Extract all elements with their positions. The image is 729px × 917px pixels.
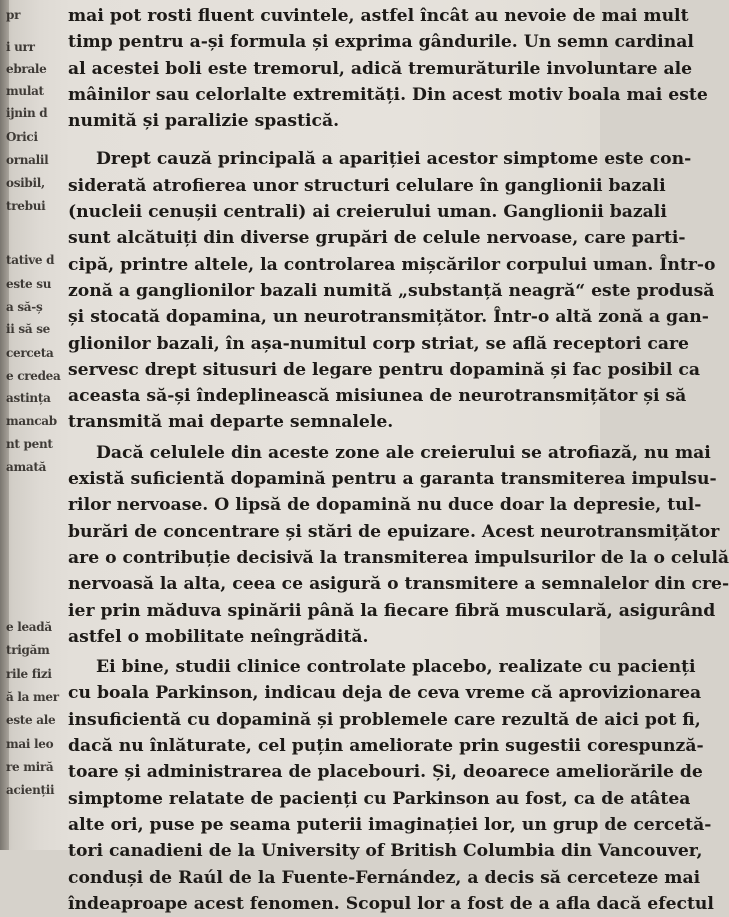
text-line: conduși de Raúl de la Fuente-Fernández, a decis să cerceteze mai	[68, 867, 701, 888]
facing-page-fragment: mancab	[6, 414, 57, 428]
text-line: timp pentru a-și formula și exprima gândurile. Un semn cardinal	[68, 32, 694, 53]
text-line: sunt alcătuiți din diverse grupări de celule nervoase, care parti-	[68, 228, 686, 249]
text-line: numită și paralizie spastică.	[68, 111, 340, 132]
facing-page-fragment: amată	[6, 460, 47, 474]
facing-page-fragment: mulat	[6, 84, 44, 98]
facing-page-fragment: mai leo	[6, 737, 54, 751]
facing-page-fragments	[6, 0, 61, 850]
text-line: și stocată dopamina, un neurotransmițător. Într-o altă zonă a gan-	[68, 307, 709, 328]
text-line: (nucleii cenușii centrali) ai creierului uman. Ganglionii bazali	[68, 202, 667, 223]
text-line: Dacă celulele din aceste zone ale creierului se atrofiază, nu mai	[96, 442, 711, 463]
text-line: aceasta să-și îndeplinească misiunea de neurotransmițător și să	[68, 386, 687, 407]
facing-page-fragment: ii să se	[6, 322, 50, 336]
facing-page-fragment: ebrale	[6, 62, 47, 76]
text-line: tori canadieni de la University of British Columbia din Vancouver,	[68, 841, 703, 862]
text-line: mâinilor sau celorlalte extremități. Din acest motiv boala mai este	[68, 84, 708, 105]
facing-page-fragment: e credea	[6, 369, 61, 383]
facing-page-fragment: ă la mer	[6, 690, 59, 704]
facing-page-fragment: nt pent	[6, 437, 53, 451]
text-line: mai pot rosti fluent cuvintele, astfel încât au nevoie de mai mult	[68, 6, 689, 26]
text-line: dacă nu înlăturate, cel puțin ameliorate prin sugestii corespunză-	[68, 736, 704, 757]
facing-page-fragment: e leadă	[6, 620, 52, 634]
text-line: siderată atrofierea unor structuri celulare în ganglionii bazali	[68, 175, 666, 196]
facing-page-fragment: este ale	[6, 713, 56, 727]
facing-page-fragment: tative d	[6, 253, 55, 267]
facing-page-fragment: i urr	[6, 40, 35, 54]
text-line: rilor nervoase. O lipsă de dopamină nu duce doar la depresie, tul-	[68, 495, 702, 516]
text-line: zonă a ganglionilor bazali numită „substanță neagră“ este produsă	[68, 280, 715, 301]
text-line: glionilor bazali, în așa-numitul corp striat, se află receptori care	[68, 333, 689, 354]
facing-page-fragment: astința	[6, 391, 51, 405]
facing-page-fragment: ijnin d	[6, 106, 48, 120]
text-line: transmită mai departe semnalele.	[68, 412, 394, 433]
page-body-text	[68, 0, 729, 917]
text-line: îndeaproape acest fenomen. Scopul lor a fost de a afla dacă efectul	[68, 893, 714, 914]
text-line: Drept cauză principală a apariției acestor simptome este con-	[96, 149, 692, 170]
paragraph-2	[68, 146, 716, 435]
paragraph-1	[68, 3, 708, 134]
facing-page-fragment: Orici	[6, 130, 38, 144]
facing-page-fragment: rile fizi	[6, 667, 52, 681]
facing-page-fragment: trigăm	[6, 643, 50, 657]
facing-page-fragment: acienții	[6, 783, 55, 797]
text-line: cu boala Parkinson, indicau deja de ceva vreme că aprovizionarea	[68, 683, 702, 704]
facing-page-fragment: re miră	[6, 760, 54, 774]
text-line: servesc drept situsuri de legare pentru dopamină și fac posibil ca	[68, 359, 700, 380]
paragraph-3	[68, 440, 729, 650]
facing-page-fragment: pr	[6, 8, 21, 22]
text-line: cipă, printre altele, la controlarea mișcărilor corpului uman. Într-o	[68, 254, 716, 275]
facing-page-fragment: este su	[6, 277, 52, 291]
text-line: toare și administrarea de placebouri. Și, deoarece ameliorările de	[68, 762, 703, 783]
text-line: simptome relatate de pacienți cu Parkinson au fost, ca de atâtea	[68, 788, 691, 809]
facing-page-fragment: cerceta	[6, 346, 54, 360]
text-line: astfel o mobilitate neîngrădită.	[68, 626, 369, 647]
text-line: burări de concentrare și stări de epuizare. Acest neurotransmițător	[68, 521, 720, 542]
text-line: al acestei boli este tremorul, adică tremurăturile involuntare ale	[68, 58, 693, 79]
text-line: alte ori, puse pe seama puterii imaginației lor, un grup de cercetă-	[68, 814, 712, 835]
paragraph-4	[68, 654, 714, 917]
text-line: există suficientă dopamină pentru a garanta transmiterea impulsu-	[68, 469, 717, 490]
text-line: insuficientă cu dopamină și problemele care rezultă de aici pot fi,	[68, 709, 701, 730]
text-line: ier prin măduva spinării până la fiecare fibră musculară, asigurând	[68, 600, 716, 621]
text-line: are o contribuție decisivă la transmiterea impulsurilor de la o celulă	[68, 547, 729, 568]
facing-page-fragment: osibil,	[6, 176, 45, 190]
facing-page-fragment: trebui	[6, 199, 46, 213]
text-line: nervoasă la alta, ceea ce asigură o transmitere a semnalelor din cre-	[68, 574, 729, 595]
facing-page-fragment: ornalil	[6, 153, 49, 167]
facing-page-fragment: a să-ș	[6, 300, 43, 314]
text-line: Ei bine, studii clinice controlate placebo, realizate cu pacienți	[96, 657, 696, 678]
